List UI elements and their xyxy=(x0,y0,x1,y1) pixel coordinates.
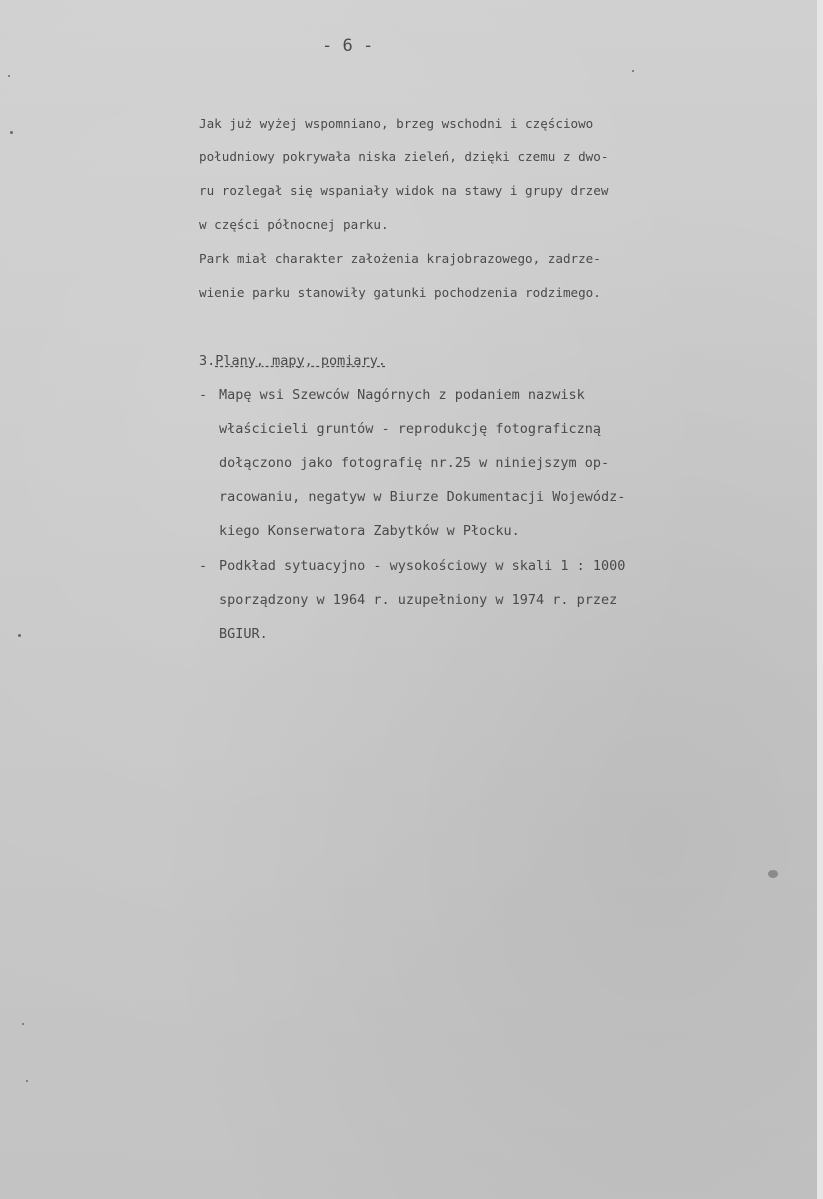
paragraph-1-line-1: Jak już wyżej wspomniano, brzeg wschodni i częściowo xyxy=(199,116,594,131)
section-3-number: 3. xyxy=(199,353,216,369)
section-3-title: Plany, mapy, pomiary. xyxy=(215,353,386,369)
item-1-line-4: racowaniu, negatyw w Biurze Dokumentacji Wojewódz- xyxy=(219,489,626,505)
dust-speck xyxy=(8,75,10,77)
dust-speck xyxy=(22,1023,24,1025)
item-2-line-1: Podkład sytuacyjno - wysokościowy w skali 1 : 1000 xyxy=(219,558,626,574)
paragraph-1-line-4: w części północnej parku. xyxy=(199,217,389,232)
paragraph-1-line-3: ru rozlegał się wspaniały widok na stawy i grupy drzew xyxy=(199,183,609,198)
paragraph-1-line-2: południowy pokrywała niska zieleń, dzięki czemu z dwo- xyxy=(199,149,609,164)
item-1-line-2: właścicieli gruntów - reprodukcję fotograficzną xyxy=(219,421,602,437)
item-1-line-3: dołączono jako fotografię nr.25 w niniejszym op- xyxy=(219,455,610,471)
dust-speck xyxy=(18,634,21,637)
item-1-line-1: Mapę wsi Szewców Nagórnych z podaniem nazwisk xyxy=(219,387,585,403)
dust-speck xyxy=(26,1080,28,1082)
item-1-bullet: - xyxy=(199,387,208,403)
section-3-heading xyxy=(199,355,386,369)
paragraph-2-line-1: Park miał charakter założenia krajobrazowego, zadrze- xyxy=(199,251,601,266)
dust-speck xyxy=(10,131,13,134)
dust-speck xyxy=(768,870,778,878)
item-1-line-5: kiego Konserwatora Zabytków w Płocku. xyxy=(219,523,520,539)
item-2-bullet: - xyxy=(199,558,208,574)
page-number: - 6 - xyxy=(322,36,374,56)
item-2-line-3: BGIUR. xyxy=(219,626,268,642)
dust-speck xyxy=(632,70,634,72)
paragraph-2-line-2: wienie parku stanowiły gatunki pochodzenia rodzimego. xyxy=(199,285,601,300)
page-right-edge xyxy=(817,0,823,1199)
item-2-line-2: sporządzony w 1964 r. uzupełniony w 1974 r. przez xyxy=(219,592,618,608)
